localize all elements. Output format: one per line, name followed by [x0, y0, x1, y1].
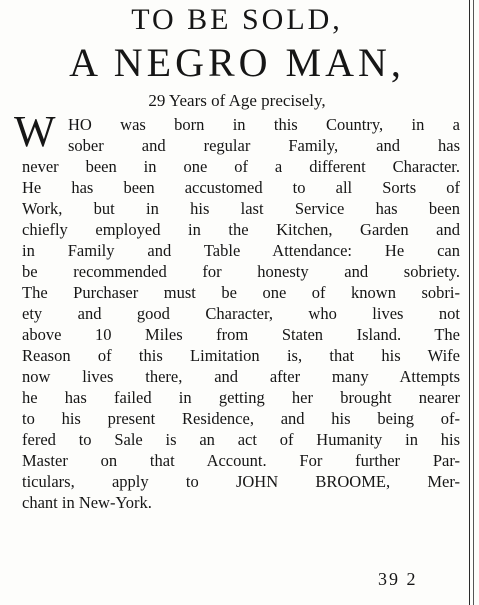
body-line: above 10 Miles from Staten Island. The: [22, 325, 460, 344]
headline-subject: A NEGRO MAN,: [69, 40, 405, 85]
body-line: ety and good Character, who lives not: [22, 304, 460, 323]
body-line: be recommended for honesty and sobriety.: [22, 262, 460, 281]
catalog-number: 39 2: [378, 569, 418, 589]
body-line: The Purchaser must be one of known sobri-: [22, 283, 460, 302]
body-line-last: chant in New-York.: [22, 493, 152, 512]
body-line: Reason of this Limitation is, that his Wife: [22, 346, 460, 365]
body-line: He has been accustomed to all Sorts of: [22, 178, 460, 197]
body-line: Master on that Account. For further Par-: [22, 451, 460, 470]
drop-cap: W: [14, 107, 56, 156]
body-line: Work, but in his last Service has been: [22, 199, 460, 218]
body-line: in Family and Table Attendance: He can: [22, 241, 460, 260]
body-line: HO was born in this Country, in a: [68, 115, 460, 134]
subheading-age: 29 Years of Age precisely,: [148, 91, 326, 110]
body-line: ticulars, apply to JOHN BROOME, Mer-: [22, 472, 460, 491]
body-line: chiefly employed in the Kitchen, Garden and: [22, 220, 460, 239]
body-line: never been in one of a different Character.: [22, 157, 460, 176]
headline-to-be-sold: TO BE SOLD,: [131, 3, 343, 36]
body-line: to his present Residence, and his being of-: [22, 409, 460, 428]
body-line: fered to Sale is an act of Humanity in his: [22, 430, 460, 449]
body-line: now lives there, and after many Attempts: [22, 367, 460, 386]
body-line: he has failed in getting her brought nearer: [22, 388, 460, 407]
body-line: sober and regular Family, and has: [68, 136, 460, 155]
